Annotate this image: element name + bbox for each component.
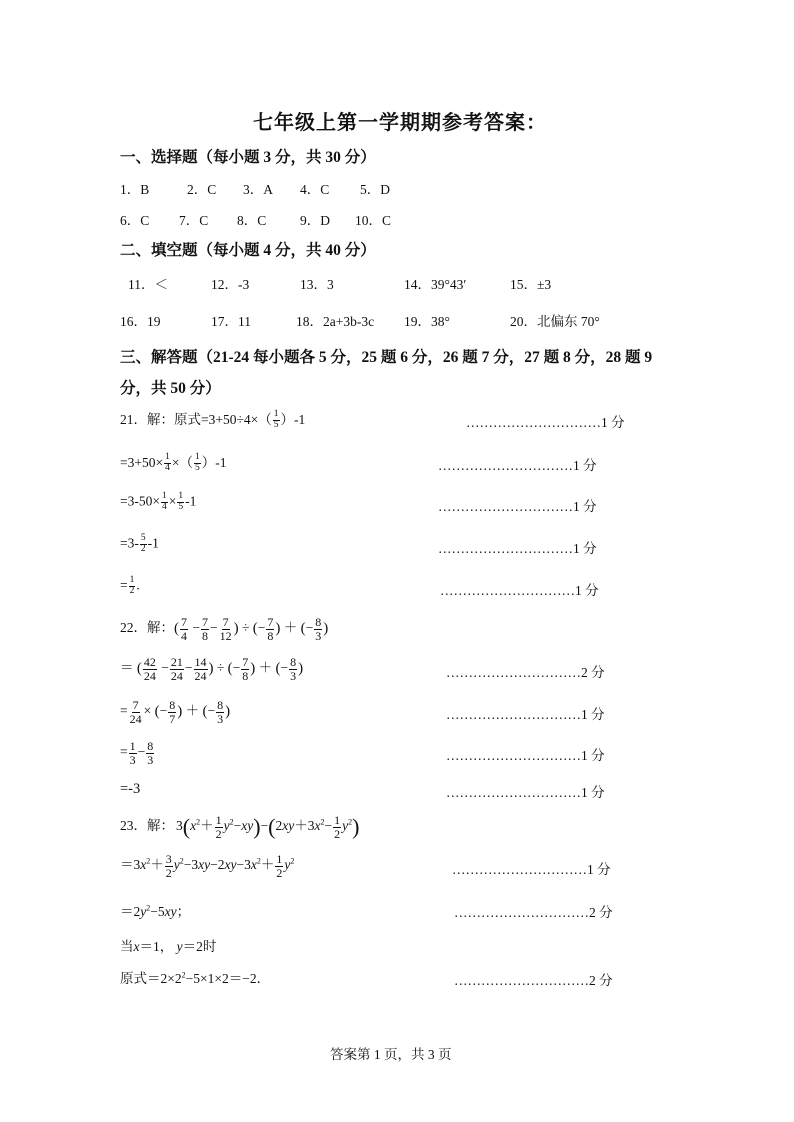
fraction: $\frac{8}{3}$ [147, 739, 154, 767]
answer-20: 20．北偏东 70° [510, 314, 600, 329]
fraction: $\frac{5}{2}$ [140, 533, 146, 554]
answer-14: 14．39°43′ [404, 277, 467, 292]
fraction: $\frac{1}{3}$ [129, 739, 136, 767]
fraction: $\frac{1}{5}$ [273, 409, 279, 431]
page-title: 七年级上第一学期期参考答案： [253, 112, 547, 134]
fraction: $\frac{8}{3}$ [315, 615, 322, 643]
q21-result: = $\frac{1}{2}$ . [120, 575, 140, 596]
q23-condition: 当x＝1， y＝2时 [120, 939, 217, 954]
answer-17: 17．11 [211, 314, 251, 329]
q21-step2-score: …………………………1 分 [438, 458, 597, 473]
answer-19: 19．38° [404, 314, 450, 329]
q21-step3-score: …………………………1 分 [438, 499, 597, 514]
fraction: $\frac{8}{7}$ [169, 698, 176, 726]
fraction: $\frac{1}{5}$ [178, 491, 184, 512]
q23-step3-score: …………………………2 分 [454, 905, 613, 920]
q23-step2: $=3x^2+$ $\frac{3}{2}$ $y^2-3xy-2xy-3x^2+$ $\frac{1}{2}$ $y^2$ [120, 852, 295, 880]
answer-10: 10．C [355, 213, 392, 228]
q22-step3-score: …………………………1 分 [446, 707, 605, 722]
fraction: $\frac{7}{8}$ [242, 655, 249, 683]
answer-3: 3．A [243, 182, 273, 197]
answer-18: 18．2a+3b-3c [296, 314, 375, 329]
section-2-header: 二、填空题（每小题 4 分，共 40 分） [120, 242, 376, 259]
q23-step2-score: …………………………1 分 [452, 862, 611, 877]
fraction: $\frac{1}{2}$ [129, 575, 135, 596]
fraction: $\frac{1}{2}$ [276, 852, 283, 880]
answer-9: 9．D [300, 213, 330, 228]
fraction: $\frac{21}{24}$ [170, 655, 183, 683]
answer-7: 7．C [179, 213, 209, 228]
q21-step4-score: …………………………1 分 [438, 541, 597, 556]
q22-step4: = $\frac{1}{3}$ − $\frac{8}{3}$ [120, 739, 154, 767]
q22-step3: = $\frac{7}{24}$ × (− $\frac{8}{7}$ ) ＋ (− $\frac{8}{3}$ ) [120, 698, 231, 726]
answer-11: 11．＜ [128, 277, 168, 292]
section-3-header-line1: 三、解答题（21-24 每小题各 5 分，25 题 6 分，26 题 7 分，27 题 8 分，28 题 9 [120, 349, 653, 366]
section-3-header-line2: 分，共 50 分） [120, 380, 221, 397]
q22-step4-score: …………………………1 分 [446, 748, 605, 763]
fraction: $\frac{8}{3}$ [290, 655, 297, 683]
answer-4: 4．C [300, 182, 330, 197]
section-1-header: 一、选择题（每小题 3 分，共 30 分） [120, 149, 376, 166]
answer-16: 16．19 [120, 314, 161, 329]
q23-step3: $=2y^2-5xy$； [120, 903, 191, 919]
answer-8: 8．C [237, 213, 267, 228]
fraction: $\frac{1}{2}$ [334, 813, 341, 841]
fraction: $\frac{1}{5}$ [194, 452, 200, 474]
q22-result-score: …………………………1 分 [446, 785, 605, 800]
q22-step1: 22．解：( $\frac{7}{4}$ − $\frac{7}{8}$ − $\frac{7}{12}$ ) ÷ (− $\frac{7}{8}$ ) ＋ (− $\frac{8}{3}$ ) [120, 615, 329, 643]
fraction: $\frac{1}{4}$ [161, 491, 167, 512]
answer-12: 12．-3 [211, 277, 250, 292]
q22-result: =-3 [120, 781, 141, 797]
answer-6: 6．C [120, 213, 150, 228]
q21-result-score: …………………………1 分 [440, 583, 599, 598]
answer-2: 2．C [187, 182, 217, 197]
fraction: $\frac{3}{2}$ [165, 852, 172, 880]
fraction: $\frac{1}{4}$ [165, 452, 170, 474]
fraction: $\frac{14}{24}$ [194, 655, 207, 683]
answer-13: 13．3 [300, 277, 334, 292]
answer-5: 5．D [360, 182, 390, 197]
q21-step1: 21．解：原式=3+50÷4×（ $\frac{1}{5}$ ）-1 [120, 409, 306, 431]
q23-result: 原式$=2\times 2^2-5\times 1\times 2=-2$． [120, 970, 271, 986]
q21-step2: =3+50× $\frac{1}{4}$ ×（ $\frac{1}{5}$ ）-1 [120, 452, 227, 474]
page-footer: 答案第 1 页，共 3 页 [330, 1047, 452, 1062]
q22-step2: ＝ ( $\frac{42}{24}$ − $\frac{21}{24}$ − $\frac{14}{24}$ ) ÷ (− $\frac{7}{8}$ ) ＋ (− $\frac{8}{3}$ ) [120, 655, 304, 683]
answer-1: 1．B [120, 182, 150, 197]
fraction: $\frac{7}{4}$ [181, 615, 187, 643]
q21-step3: =3-50× $\frac{1}{4}$ × $\frac{1}{5}$ -1 [120, 491, 197, 512]
q21-step1-score: …………………………1 分 [466, 415, 625, 430]
q23-step1: 23．解： $3(x^2+$ $\frac{1}{2}$ $y^2-xy)-(2xy+3x^2-$ $\frac{1}{2}$ $y^2$) [120, 813, 360, 841]
q22-step2-score: …………………………2 分 [446, 665, 605, 680]
fraction: $\frac{1}{2}$ [215, 813, 222, 841]
q21-step4: =3- $\frac{5}{2}$ -1 [120, 533, 159, 554]
fraction: $\frac{7}{12}$ [219, 615, 232, 643]
fraction: $\frac{7}{24}$ [129, 698, 142, 726]
fraction: $\frac{8}{3}$ [217, 698, 224, 726]
answer-15: 15．±3 [510, 277, 552, 292]
fraction: $\frac{42}{24}$ [143, 655, 156, 683]
fraction: $\frac{7}{8}$ [202, 615, 208, 643]
fraction: $\frac{7}{8}$ [267, 615, 274, 643]
q23-result-score: …………………………2 分 [454, 973, 613, 988]
